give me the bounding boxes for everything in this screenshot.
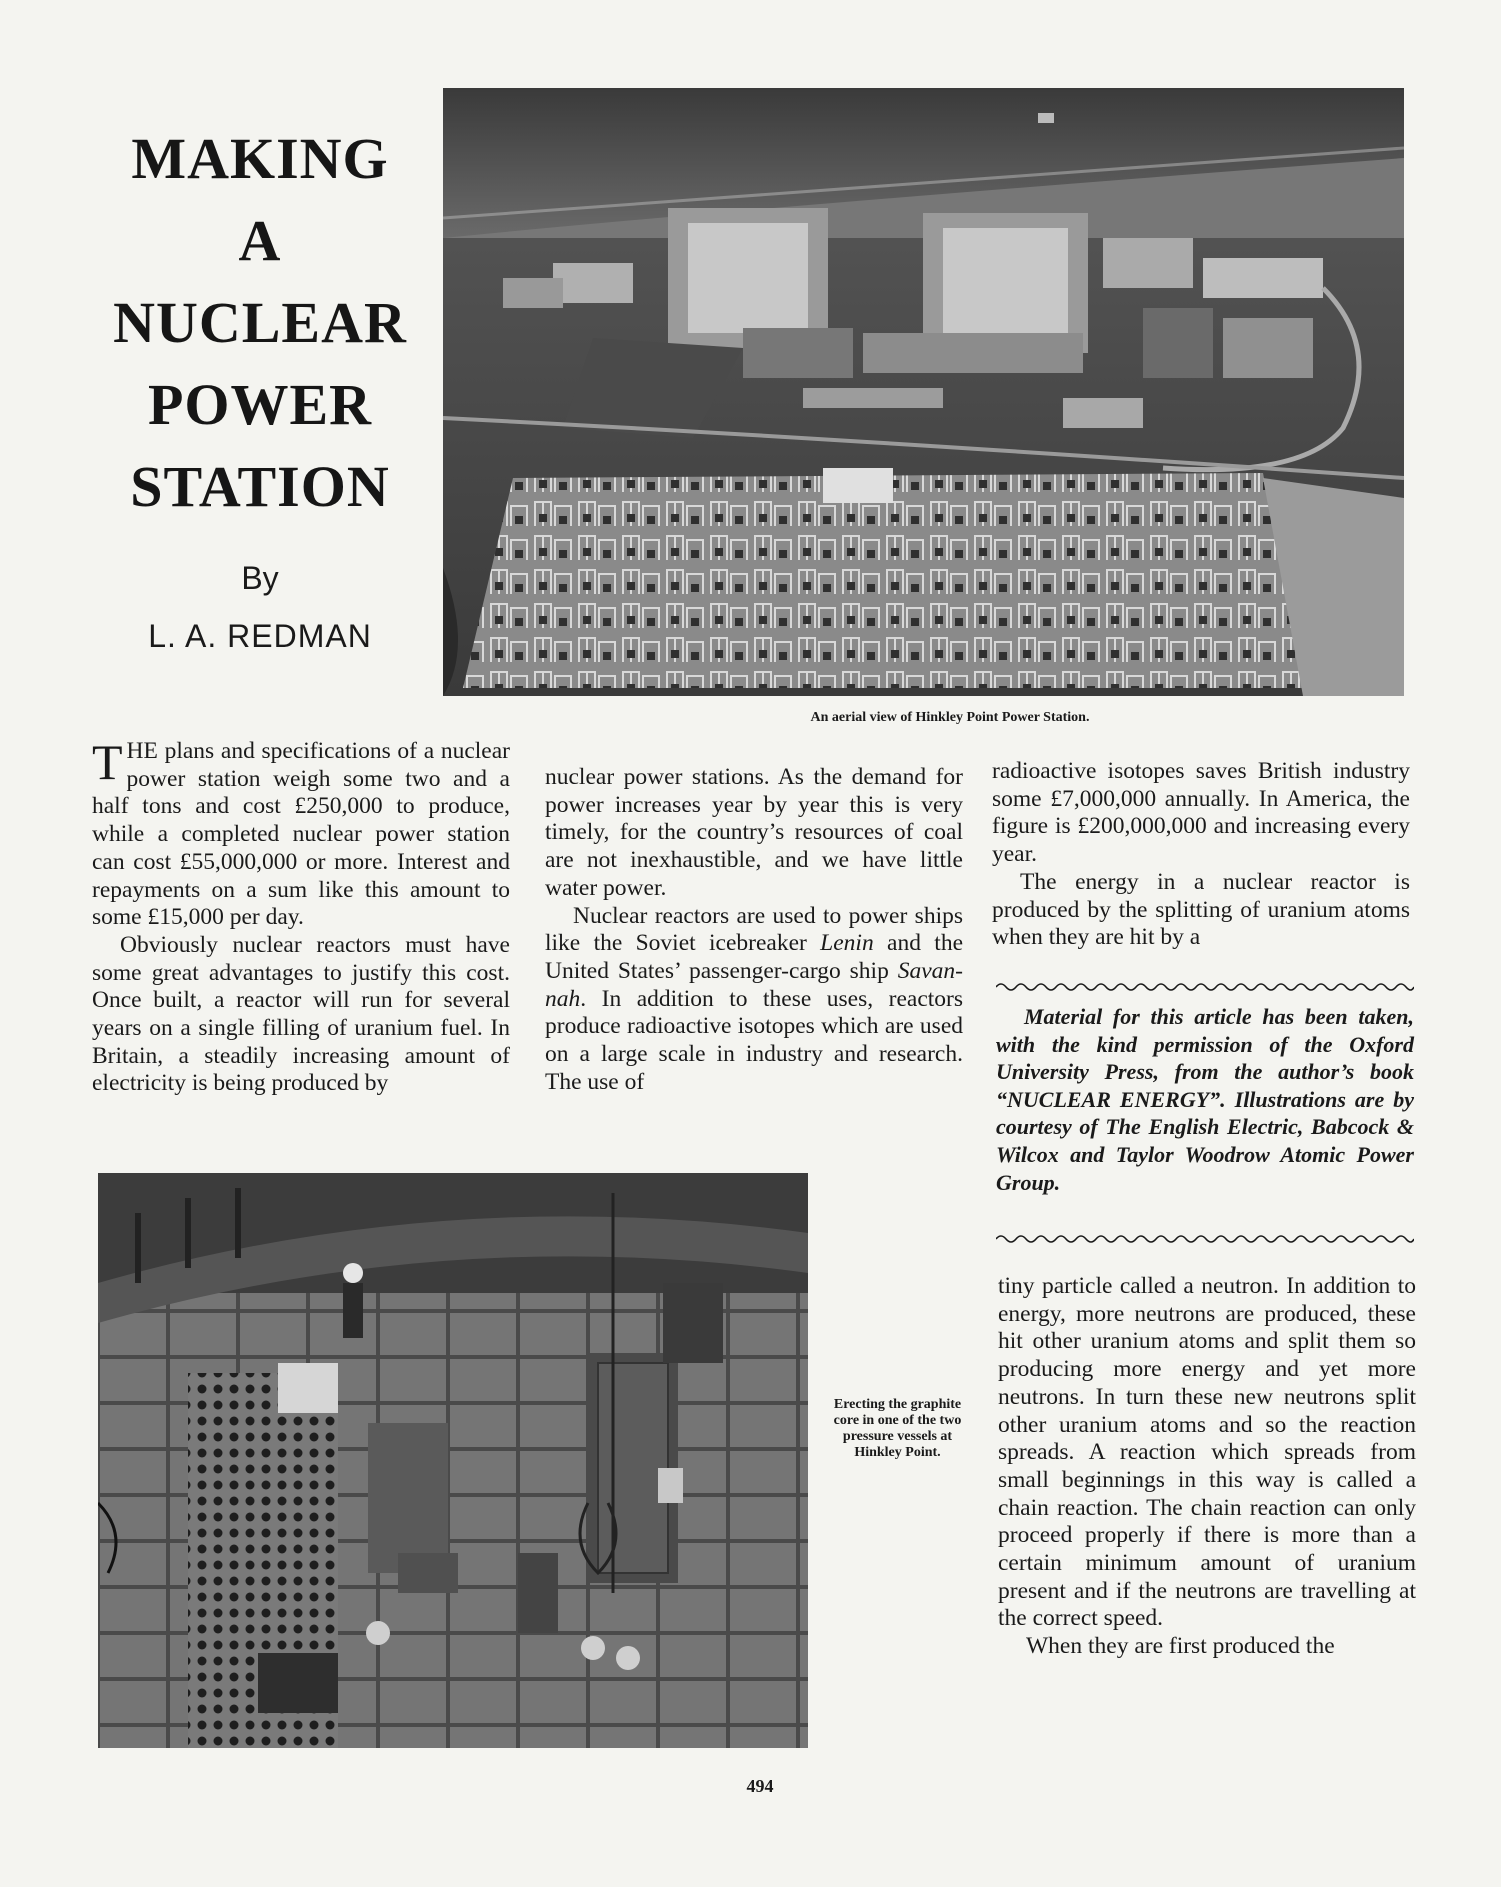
note-text: Material for this article has been taken, with the kind permission of the Oxford University Press, from the author’s book “NUCLEAR ENERGY”. Illustrations are by courtesy of The English Electric, Babcock & Wilcox and Taylor Woodrow Atomic Power Group. xyxy=(996,1004,1414,1195)
body-column-1 xyxy=(92,734,510,1098)
paragraph: nuclear power stations. As the demand for power increases year by year this is very timely, for the country’s resources of coal are not inexhaustible, and we have little water power. xyxy=(545,764,963,901)
paragraph xyxy=(92,734,510,932)
title-line-1: MAKING xyxy=(131,126,389,191)
aerial-photo-graphic xyxy=(443,88,1404,696)
drop-cap: T xyxy=(92,734,123,790)
ship-name-lenin: Lenin xyxy=(820,930,874,957)
graphite-core-graphic xyxy=(98,1173,808,1748)
article-title xyxy=(90,118,430,528)
body-column-3-lower xyxy=(998,1273,1416,1661)
body-column-3-upper xyxy=(992,758,1410,952)
paragraph-text: HE plans and specifications of a nuclear power station weigh some two and a half tons and cost £250,000 to produce, while a completed nuclear power station can cost £55,000,000 or more. Interest and repayments on a sum like this amount to some £15,000 per day. xyxy=(92,738,510,931)
wavy-rule-bottom xyxy=(996,1232,1414,1246)
source-note xyxy=(996,1003,1414,1196)
paragraph: radioactive isotopes saves British industry some £7,000,000 annually. In America, the figure is £200,000,000 and increasing every year. xyxy=(992,758,1410,868)
title-line-5: STATION xyxy=(130,454,390,519)
title-line-2: A xyxy=(238,208,282,273)
ship-name-savannah: Savannah xyxy=(545,957,963,1012)
paragraph: When they are first produced the xyxy=(1026,1633,1335,1660)
aerial-photo-caption: An aerial view of Hinkley Point Power Station. xyxy=(810,710,1090,725)
paragraph-text: . In addition to these uses, reactors produce radioactive isotopes which are used on a large scale in industry and research. The use of xyxy=(545,985,963,1095)
title-line-4: POWER xyxy=(147,372,373,437)
graphite-core-photo xyxy=(98,1173,808,1748)
aerial-photo xyxy=(443,88,1404,696)
paragraph: tiny particle called a neutron. In addition to energy, more neutrons are produced, these hit other uranium atoms and split them so producing more energy and yet more neutrons. In turn these new neutrons split other uranium atoms and so the reaction spreads. A reaction which spreads from small beginnings in this way is called a chain reaction. The chain reaction can only proceed properly if there is more than a certain minimum amount of uranium present and if the neutrons are travelling at the correct speed. xyxy=(998,1273,1416,1632)
body-column-2 xyxy=(545,764,963,1096)
paragraph xyxy=(545,903,963,1097)
wavy-rule-top xyxy=(996,980,1414,994)
paragraph-text: Nuclear reactors are used to power ships like the Soviet icebreaker xyxy=(545,902,963,957)
graphite-core-caption: Erecting the graphite core in one of the two pressure vessels at Hinkley Point. xyxy=(833,1397,962,1460)
paragraph-text: and the United States’ passenger-cargo ship xyxy=(545,930,964,984)
page-number: 494 xyxy=(746,1776,774,1796)
title-line-3: NUCLEAR xyxy=(113,290,407,355)
byline-by: By xyxy=(241,560,279,596)
paragraph: Obviously nuclear reactors must have some great advantages to justify this cost. Once built, a reactor will run for several years on a single filling of uranium fuel. In Britain, a steadily increasing amount of electricity is being produced by xyxy=(92,931,510,1097)
paragraph: The energy in a nuclear reactor is produced by the splitting of uranium atoms when they are hit by a xyxy=(992,868,1410,951)
byline-author: L. A. REDMAN xyxy=(148,618,372,654)
